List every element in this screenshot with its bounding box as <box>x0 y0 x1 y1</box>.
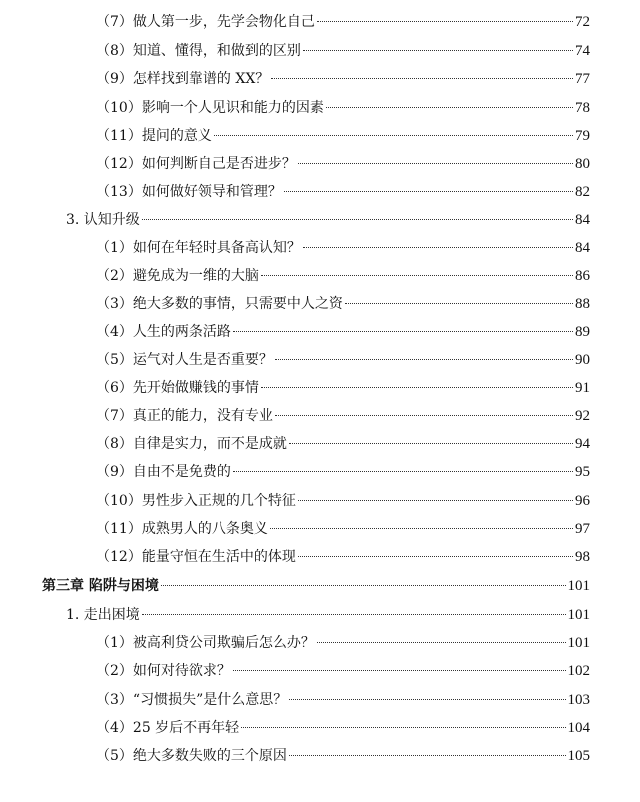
toc-entry[interactable] <box>96 489 590 513</box>
toc-entry-page: 89 <box>575 324 590 340</box>
toc-entry[interactable] <box>96 716 590 740</box>
toc-entry[interactable] <box>96 320 590 344</box>
toc-entry-page: 104 <box>567 720 590 736</box>
toc-entry-title: 1. 走出困境 <box>66 607 140 623</box>
toc-entry-title: （10）影响一个人见识和能力的因素 <box>96 100 324 116</box>
dot-leader <box>298 500 573 501</box>
toc-entry-title: 3. 认知升级 <box>66 212 140 228</box>
toc-entry-page: 98 <box>575 549 590 565</box>
toc-entry[interactable] <box>96 460 590 484</box>
toc-entry-page: 101 <box>567 607 590 623</box>
toc-entry[interactable] <box>96 10 590 34</box>
toc-entry-title: （9）怎样找到靠谱的 XX？ <box>96 71 270 87</box>
dot-leader <box>261 387 573 388</box>
toc-entry-page: 78 <box>575 100 590 116</box>
toc-entry[interactable] <box>96 517 590 541</box>
toc-entry-page: 103 <box>567 692 590 708</box>
toc-entry-title: （7）真正的能力，没有专业 <box>96 408 273 424</box>
toc-entry-title: （3）绝大多数的事情，只需要中人之资 <box>96 296 343 312</box>
dot-leader <box>261 275 573 276</box>
dot-leader <box>142 219 573 220</box>
toc-entry[interactable] <box>96 264 590 288</box>
dot-leader <box>233 670 566 671</box>
toc-entry[interactable] <box>96 376 590 400</box>
toc-entry-title: （6）先开始做赚钱的事情 <box>96 380 259 396</box>
dot-leader <box>233 331 573 332</box>
toc-entry-page: 102 <box>567 663 590 679</box>
toc-entry-page: 84 <box>575 212 590 228</box>
toc-entry-title: （5）运气对人生是否重要？ <box>96 352 273 368</box>
toc-entry-title: （12）如何判断自己是否进步？ <box>96 156 296 172</box>
toc-entry-page: 92 <box>575 408 590 424</box>
dot-leader <box>275 415 573 416</box>
toc-entry[interactable] <box>96 96 590 120</box>
toc-entry[interactable] <box>96 659 590 683</box>
dot-leader <box>284 191 573 192</box>
toc-entry-page: 101 <box>567 635 590 651</box>
toc-entry-page: 74 <box>575 43 590 59</box>
dot-leader <box>241 727 565 728</box>
toc-entry[interactable] <box>96 348 590 372</box>
toc-entry-page: 96 <box>575 493 590 509</box>
dot-leader <box>289 755 566 756</box>
dot-leader <box>298 556 573 557</box>
toc-entry-page: 88 <box>575 296 590 312</box>
toc-entry[interactable] <box>96 404 590 428</box>
dot-leader <box>345 303 573 304</box>
toc-section-entry[interactable] <box>66 603 590 627</box>
toc-entry[interactable] <box>96 545 590 569</box>
dot-leader <box>214 135 573 136</box>
toc-entry-page: 77 <box>575 71 590 87</box>
toc-entry-page: 79 <box>575 128 590 144</box>
toc-entry[interactable] <box>96 688 590 712</box>
toc-entry-title: （4）25 岁后不再年轻 <box>96 720 240 736</box>
toc-entry[interactable] <box>96 67 590 91</box>
toc-entry-page: 101 <box>567 578 590 594</box>
toc-entry-title: （5）绝大多数失败的三个原因 <box>96 748 287 764</box>
toc-entry-page: 94 <box>575 436 590 452</box>
toc-entry-page: 86 <box>575 268 590 284</box>
toc-entry[interactable] <box>96 432 590 456</box>
toc-entry-page: 97 <box>575 521 590 537</box>
toc-entry-title: （1）如何在年轻时具备高认知？ <box>96 240 301 256</box>
toc-entry-title: （7）做人第一步，先学会物化自己 <box>96 14 315 30</box>
toc-entry-page: 90 <box>575 352 590 368</box>
dot-leader <box>317 21 573 22</box>
toc-entry-title: （3）“习惯损失”是什么意思？ <box>96 692 288 708</box>
toc-entry-page: 91 <box>575 380 590 396</box>
toc-entry-title: （10）男性步入正规的几个特征 <box>96 493 296 509</box>
dot-leader <box>271 78 573 79</box>
dot-leader <box>233 471 573 472</box>
dot-leader <box>303 247 573 248</box>
dot-leader <box>303 50 573 51</box>
toc-entry[interactable] <box>96 631 590 655</box>
toc-entry-title: （11）成熟男人的八条奥义 <box>96 521 268 537</box>
toc-entry-page: 95 <box>575 464 590 480</box>
dot-leader <box>298 163 573 164</box>
dot-leader <box>326 107 573 108</box>
toc-entry-title: （12）能量守恒在生活中的体现 <box>96 549 296 565</box>
toc-entry-title: （1）被高利贷公司欺骗后怎么办？ <box>96 635 315 651</box>
toc-entry-title: （11）提问的意义 <box>96 128 212 144</box>
toc-entry-page: 82 <box>575 184 590 200</box>
toc-entry-title: （2）如何对待欲求？ <box>96 663 231 679</box>
dot-leader <box>289 699 565 700</box>
toc-entry-title: （8）自律是实力，而不是成就 <box>96 436 287 452</box>
toc-entry[interactable] <box>96 39 590 63</box>
toc-entry[interactable] <box>96 292 590 316</box>
dot-leader <box>161 585 566 586</box>
dot-leader <box>142 614 566 615</box>
toc-section-entry[interactable] <box>66 208 590 232</box>
toc-entry-title: （2）避免成为一维的大脑 <box>96 268 259 284</box>
dot-leader <box>275 359 573 360</box>
toc-entry-title: （13）如何做好领导和管理？ <box>96 184 282 200</box>
toc-entry-page: 80 <box>575 156 590 172</box>
toc-entry[interactable] <box>96 152 590 176</box>
toc-entry[interactable] <box>96 236 590 260</box>
toc-entry[interactable] <box>96 124 590 148</box>
dot-leader <box>270 528 573 529</box>
toc-chapter-entry[interactable] <box>42 574 590 598</box>
dot-leader <box>317 642 566 643</box>
toc-entry-page: 105 <box>567 748 590 764</box>
toc-entry[interactable] <box>96 180 590 204</box>
toc-entry[interactable] <box>96 744 590 768</box>
toc-entry-title: （9）自由不是免费的 <box>96 464 231 480</box>
toc-entry-title: （4）人生的两条活路 <box>96 324 231 340</box>
dot-leader <box>289 443 573 444</box>
toc-entry-title: （8）知道、懂得，和做到的区别 <box>96 43 301 59</box>
toc-entry-page: 84 <box>575 240 590 256</box>
toc-chapter-title: 第三章 陷阱与困境 <box>42 578 159 594</box>
toc-entry-page: 72 <box>575 14 590 30</box>
